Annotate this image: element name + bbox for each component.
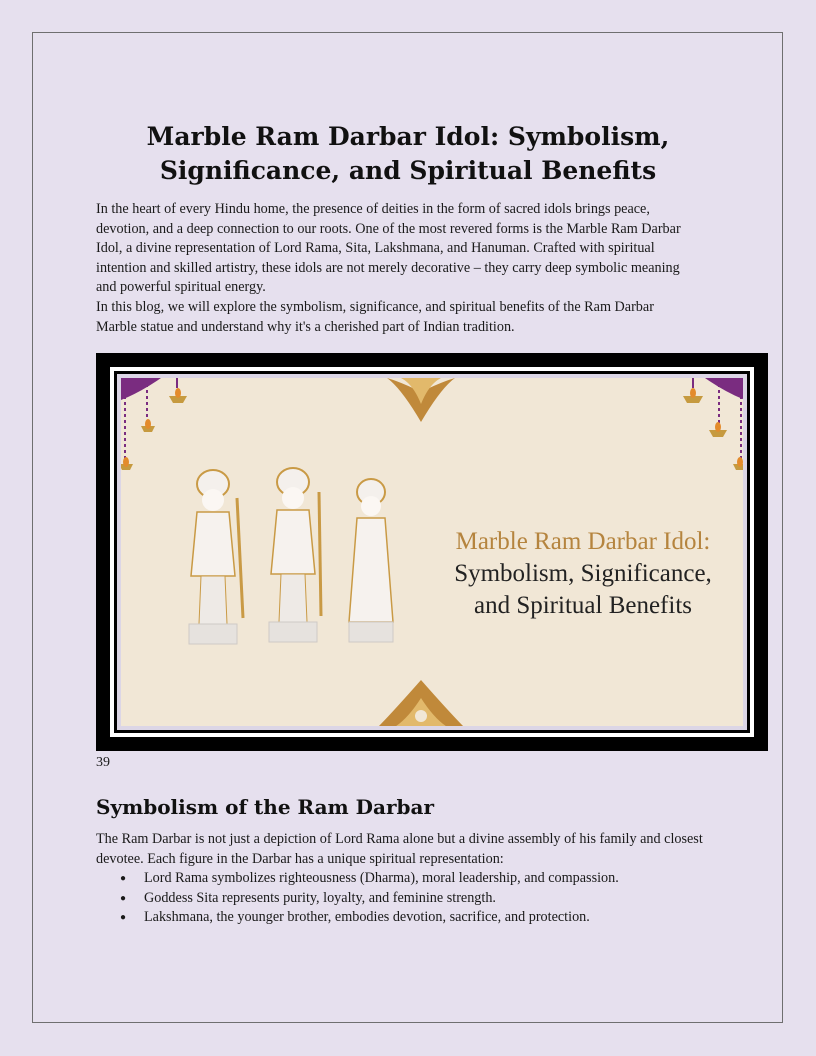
intro-paragraph-2: In this blog, we will explore the symbolism, significance, and spiritual benefits of the Ram Darbar Marble statue and understand why it's a cherished part of Indian tradition. <box>96 298 654 335</box>
bottom-mandala-icon <box>377 680 465 726</box>
page-number: 39 <box>96 755 110 770</box>
title-line-2: Significance, and Spiritual Benefits <box>159 156 657 185</box>
lakshmana-idol-icon <box>269 468 321 642</box>
title-line-1: Marble Ram Darbar Idol: Symbolism, <box>146 122 670 151</box>
ram-idol-icon <box>189 470 243 644</box>
banner-heading <box>433 526 733 622</box>
section-heading: Symbolism of the Ram Darbar <box>96 795 434 819</box>
section-intro: The Ram Darbar is not just a depiction of Lord Rama alone but a divine assembly of his family and closest devotee. Each figure in the Darbar has a unique spiritual representation: <box>96 831 703 867</box>
symbolism-list <box>96 869 716 928</box>
banner-heading-line-3: and Spiritual Benefits <box>473 592 693 619</box>
sita-idol-icon <box>349 479 393 642</box>
top-mandala-icon <box>387 378 455 422</box>
banner-heading-accent: Marble Ram Darbar Idol: <box>455 528 711 555</box>
banner-white-border <box>110 367 754 737</box>
list-item: ● Goddess Sita represents purity, loyalty, and feminine strength. <box>144 889 716 909</box>
banner-image <box>96 353 768 751</box>
page-title <box>96 120 720 188</box>
banner-heading-line-2: Symbolism, Significance, <box>454 560 712 587</box>
top-right-drape-icon <box>683 378 743 470</box>
top-left-drape-icon <box>121 378 187 470</box>
banner-black-border <box>114 371 750 733</box>
intro-text <box>96 200 696 337</box>
list-item: ● Lord Rama symbolizes righteousness (Dharma), moral leadership, and compassion. <box>144 869 716 889</box>
list-item: ● Lakshmana, the younger brother, embodies devotion, sacrifice, and protection. <box>144 908 716 928</box>
section-body <box>96 830 716 928</box>
intro-paragraph-1: In the heart of every Hindu home, the presence of deities in the form of sacred idols brings peace, devotion, and a deep connection to our roots. One of the most revered forms is the Marble Ram Darbar Idol, a divine representation of Lord Rama, Sita, Lakshmana, and Hanuman. Crafted with spiritual intention and skilled artistry, these idols are not merely decorative – they carry deep symbolic meaning and powerful spiritual energy. <box>96 201 681 296</box>
banner-lavender-border <box>117 374 747 730</box>
banner-canvas <box>121 378 743 726</box>
